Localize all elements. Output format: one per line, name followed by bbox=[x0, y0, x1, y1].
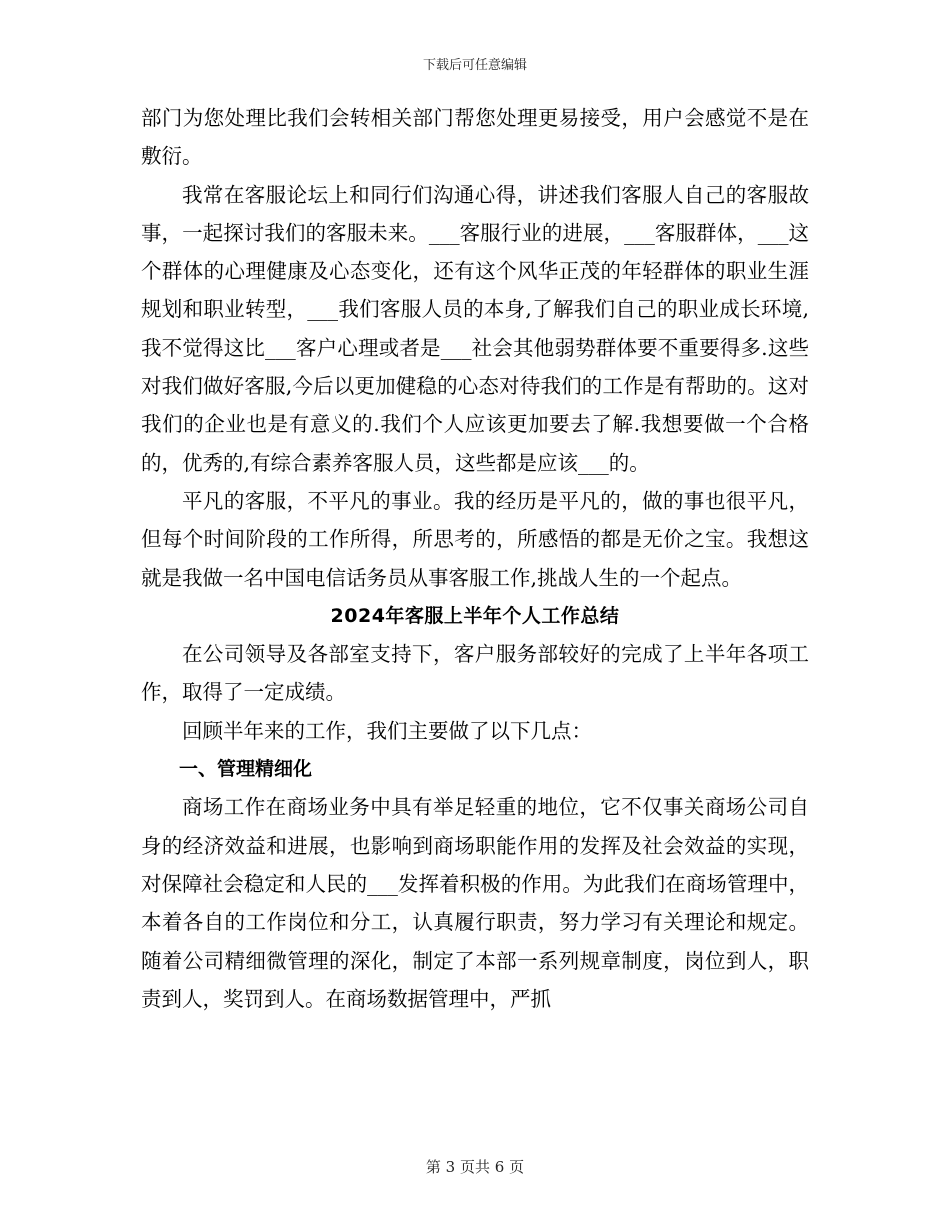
paragraph-intro: 在公司领导及各部室支持下，客户服务部较好的完成了上半年各项工作，取得了一定成绩。 bbox=[141, 642, 809, 705]
paragraph-ordinary-service: 平凡的客服，不平凡的事业。我的经历是平凡的，做的事也很平凡，但每个时间阶段的工作所得，所思考的，所感悟的都是无价之宝。我想这就是我做一名中国电信话务员从事客服工作,挑战人生的一个起点。 bbox=[141, 488, 809, 590]
section-title: 2024年客服上半年个人工作总结 bbox=[330, 604, 620, 627]
subheading-management: 一、管理精细化 bbox=[179, 758, 313, 781]
paragraph-forum-sharing: 我常在客服论坛上和同行们沟通心得，讲述我们客服人自己的客服故事，一起探讨我们的客服未来。___客服行业的进展，___客服群体，___这个群体的心理健康及心态变化，还有这个风华正茂的年轻群体的职业生涯规划和职业转型，___我们客服人员的本身,了解我们自己的职业成长环境,我不觉得这比___客户心理或者是___社会其他弱势群体要不重要得多.这些对我们做好客服,今后以更加健稳的心态对待我们的工作是有帮助的。这对我们的企业也是有意义的.我们个人应该更加要去了解.我想要做一个合格的，优秀的,有综合素养客服人员，这些都是应该___的。 bbox=[141, 182, 809, 475]
paragraph-continuation: 部门为您处理比我们会转相关部门帮您处理更易接受，用户会感觉不是在敷衍。 bbox=[141, 106, 809, 169]
page-footer: 第 3 页共 6 页 bbox=[425, 1158, 525, 1176]
paragraph-review: 回顾半年来的工作，我们主要做了以下几点： bbox=[182, 718, 592, 743]
document-body bbox=[141, 99, 809, 1018]
paragraph-management: 商场工作在商场业务中具有举足轻重的地位，它不仅事关商场公司自身的经济效益和进展，也影响到商场职能作用的发挥及社会效益的实现，对保障社会稳定和人民的___发挥着积极的作用。为此我们在商场管理中，本着各自的工作岗位和分工，认真履行职责，努力学习有关理论和规定。随着公司精细微管理的深化，制定了本部一系列规章制度，岗位到人，职责到人，奖罚到人。在商场数据管理中，严抓 bbox=[141, 795, 809, 1011]
page-header: 下载后可任意编辑 bbox=[422, 58, 527, 73]
